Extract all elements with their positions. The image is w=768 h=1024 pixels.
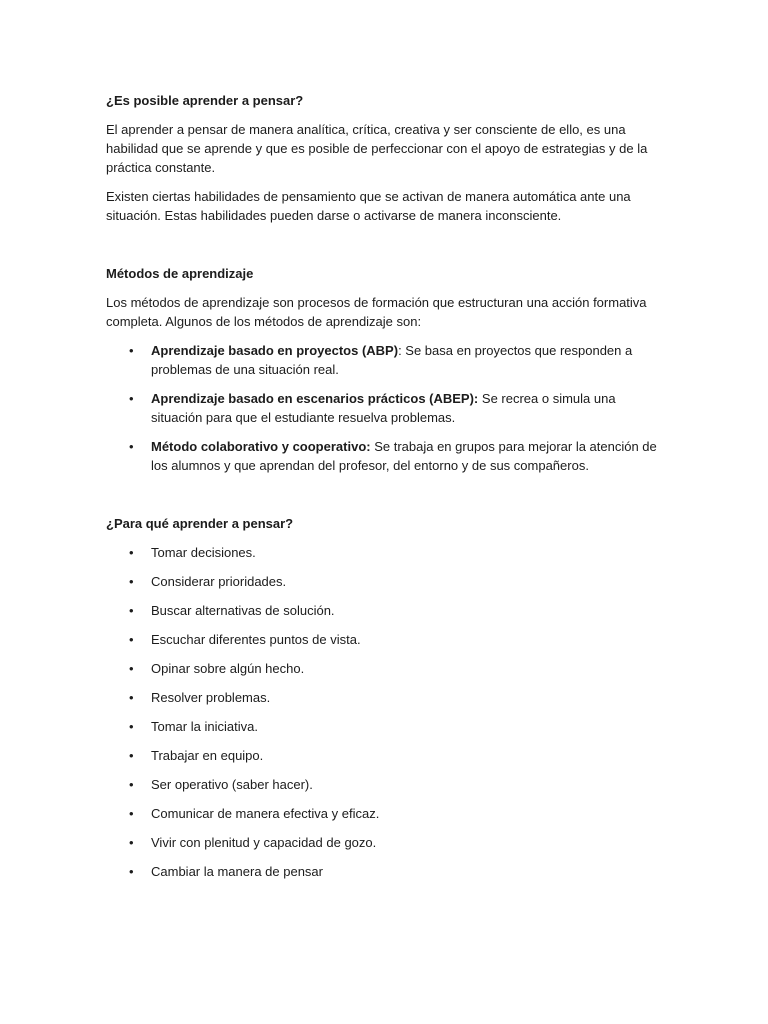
method-description: Se trabaja en grupos para mejorar la atención de los alumnos y que aprendan del profesor, del entorno y de sus compañeros. [151,439,657,473]
purpose-text: Buscar alternativas de solución. [151,603,335,618]
purpose-text: Vivir con plenitud y capacidad de gozo. [151,835,377,850]
purposes-list [106,543,666,881]
bullet-icon: • [129,864,134,879]
document-content [106,91,666,881]
paragraph-aprender-a-pensar: El aprender a pensar de manera analítica, crítica, creativa y ser consciente de ello, es una habilidad que se aprende y que es posible de perfeccionar con el apoyo de estrategias y de la práctica constante. [106,122,648,175]
list-item [106,688,666,707]
purpose-text: Trabajar en equipo. [151,748,264,763]
paragraph-metodos-intro: Los métodos de aprendizaje son procesos de formación que estructuran una acción formativa completa. Algunos de los métodos de aprendizaje son: [106,295,647,329]
method-term: Aprendizaje basado en escenarios prácticos (ABEP): [151,391,479,406]
list-item [106,601,666,620]
list-item [106,341,666,379]
bullet-icon: • [129,835,134,850]
bullet-icon: • [129,661,134,676]
bullet-icon: • [129,777,134,792]
purpose-text: Escuchar diferentes puntos de vista. [151,632,361,647]
bullet-icon: • [129,574,134,589]
bullet-icon: • [129,439,134,454]
list-item [106,833,666,852]
bullet-icon: • [129,391,134,406]
purpose-text: Resolver problemas. [151,690,271,705]
bullet-icon: • [129,806,134,821]
purpose-text: Tomar la iniciativa. [151,719,258,734]
list-item [106,659,666,678]
purpose-text: Opinar sobre algún hecho. [151,661,305,676]
method-term: Método colaborativo y cooperativo: [151,439,371,454]
bullet-icon: • [129,545,134,560]
list-item [106,572,666,591]
purpose-text: Comunicar de manera efectiva y eficaz. [151,806,380,821]
section-heading-es-posible: ¿Es posible aprender a pensar? [106,93,304,108]
methods-list [106,341,666,475]
purpose-text: Tomar decisiones. [151,545,256,560]
purpose-text: Cambiar la manera de pensar [151,864,323,879]
list-item [106,746,666,765]
purpose-text: Ser operativo (saber hacer). [151,777,313,792]
method-description: Se recrea o simula una situación para que el estudiante resuelva problemas. [151,391,616,425]
list-item [106,543,666,562]
list-item [106,437,666,475]
list-item [106,389,666,427]
list-item [106,717,666,736]
list-item [106,630,666,649]
section-heading-metodos: Métodos de aprendizaje [106,266,254,281]
list-item [106,775,666,794]
bullet-icon: • [129,343,134,358]
section-heading-para-que: ¿Para qué aprender a pensar? [106,516,294,531]
bullet-icon: • [129,690,134,705]
bullet-icon: • [129,632,134,647]
bullet-icon: • [129,748,134,763]
paragraph-habilidades: Existen ciertas habilidades de pensamiento que se activan de manera automática ante una situación. Estas habilidades pueden darse o activarse de manera inconsciente. [106,189,631,223]
method-description: : Se basa en proyectos que responden a problemas de una situación real. [151,343,633,377]
bullet-icon: • [129,603,134,618]
list-item [106,862,666,881]
list-item [106,804,666,823]
purpose-text: Considerar prioridades. [151,574,287,589]
bullet-icon: • [129,719,134,734]
method-term: Aprendizaje basado en proyectos (ABP) [151,343,399,358]
